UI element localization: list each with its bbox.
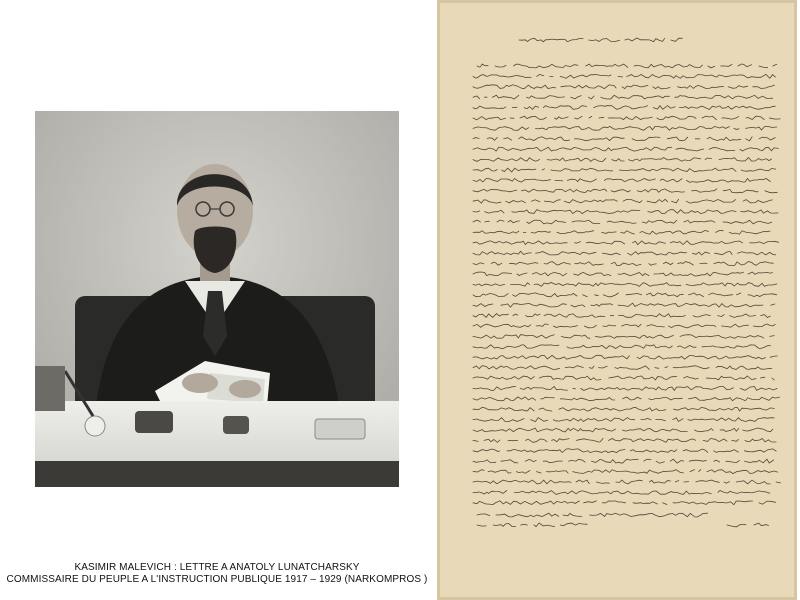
portrait-photo xyxy=(35,111,399,487)
caption xyxy=(0,562,434,586)
handwriting-scribbles xyxy=(437,0,797,600)
manuscript-letter xyxy=(437,0,797,600)
portrait-illustration xyxy=(35,111,399,487)
caption-line-2: COMMISSAIRE DU PEUPLE A L'INSTRUCTION PUBLIQUE 1917 – 1929 (NARKOMPROS ) xyxy=(6,574,428,585)
caption-line-1: KASIMIR MALEVICH : LETTRE A ANATOLY LUNATCHARSKY xyxy=(74,562,360,573)
